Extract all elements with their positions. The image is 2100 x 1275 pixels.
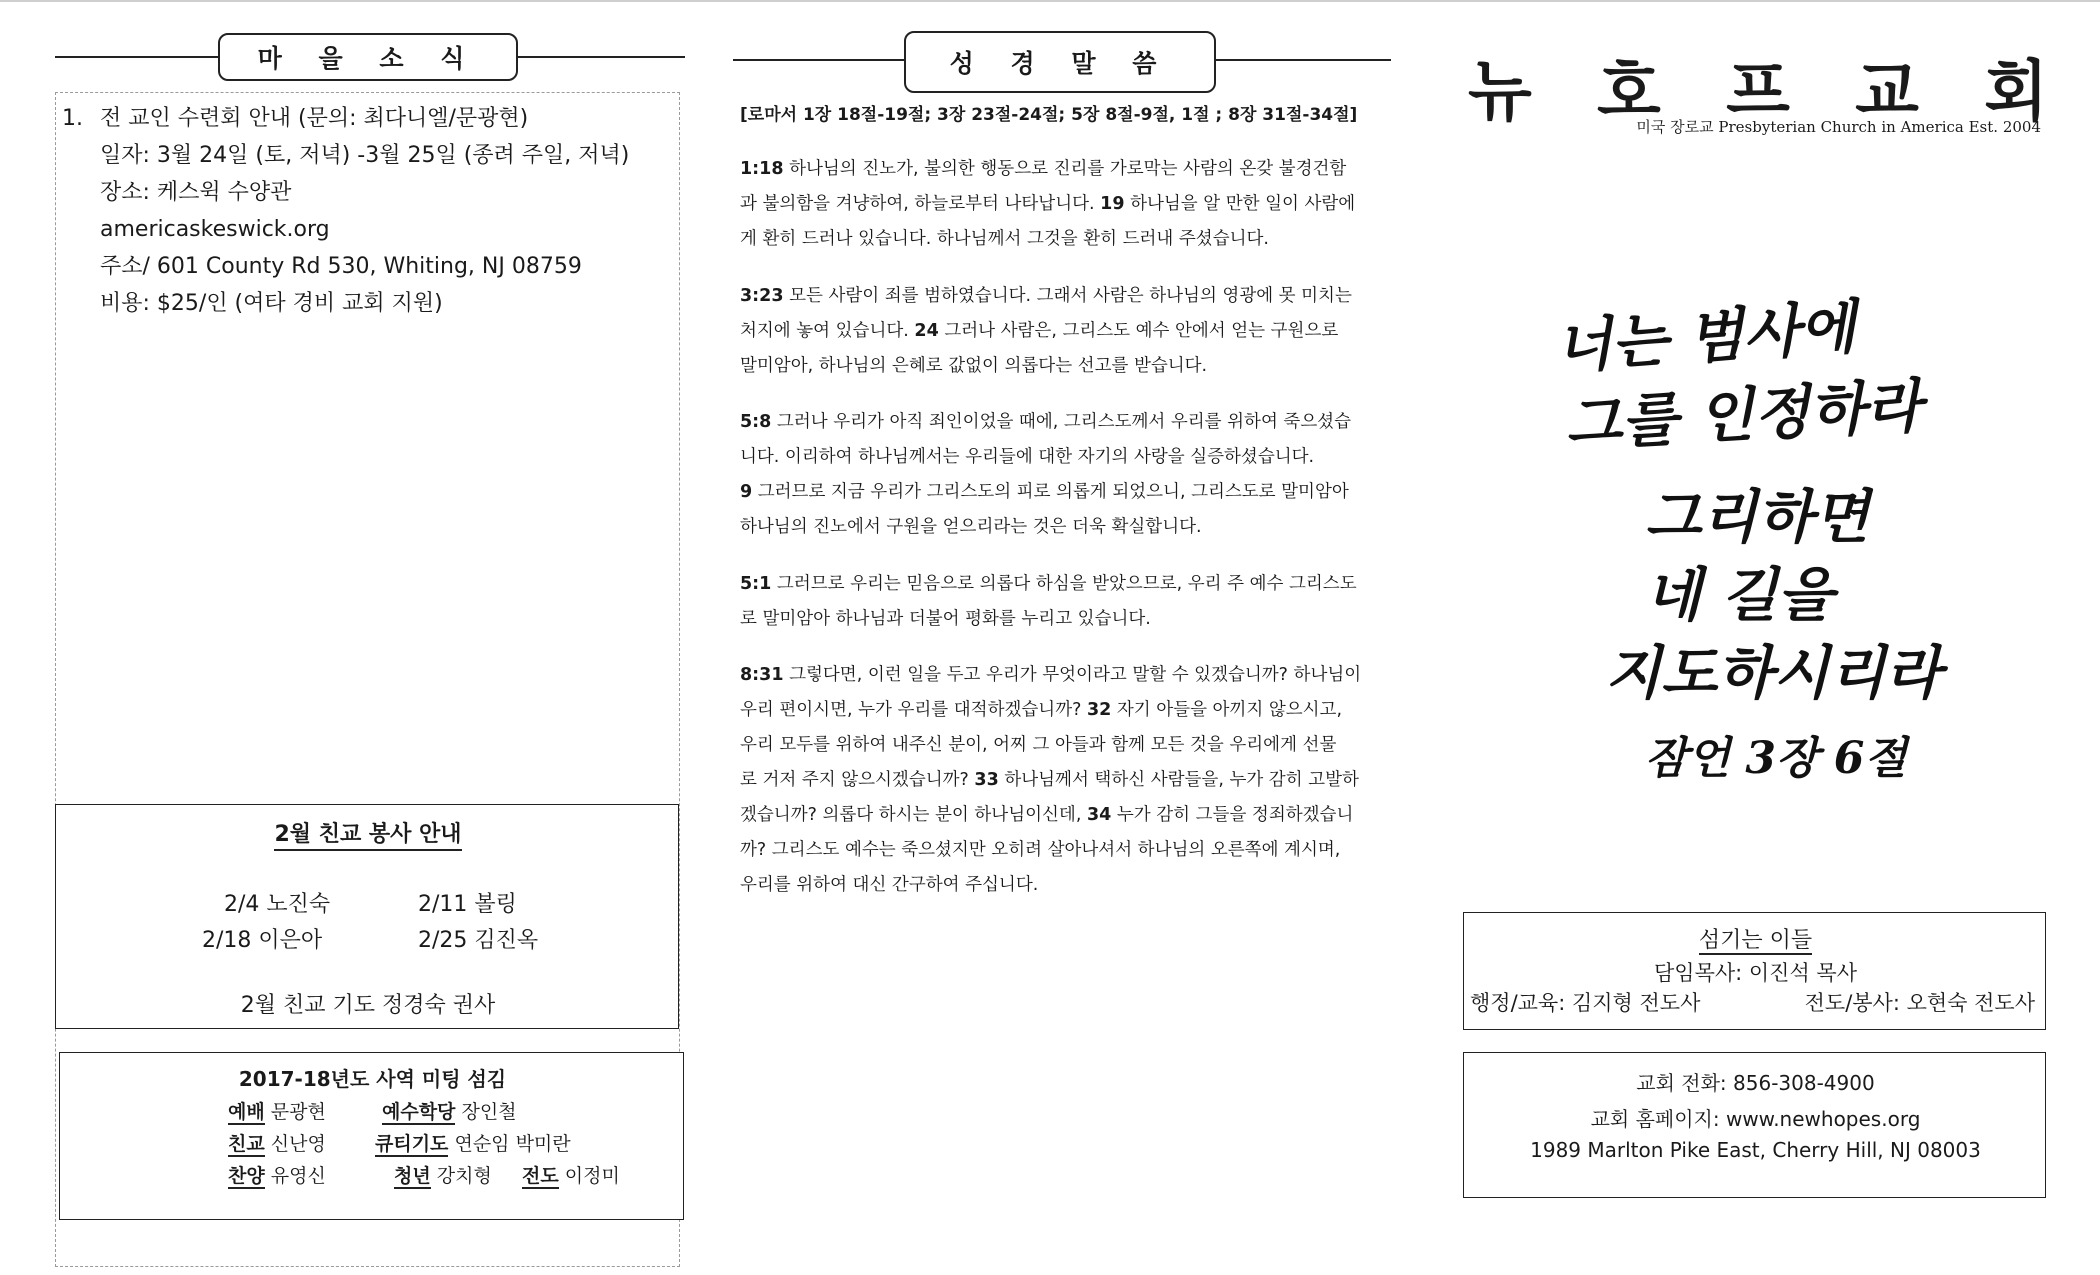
feb-entry: 2/18 이은아 xyxy=(202,928,323,953)
verse-text: 로 거저 주지 않으시겠습니까? xyxy=(740,770,975,790)
verse-text: 우리 편이시면, 누가 우리를 대적하겠습니까? xyxy=(740,700,1087,720)
ministry-role: 친교 신난영 xyxy=(228,1133,326,1155)
verse-text: 말미암아, 하나님의 은혜로 값없이 의롭다는 선고를 받습니다. xyxy=(740,356,1208,376)
church-name-char: 교 xyxy=(1855,53,1919,130)
feb-entry: 2/4 노진숙 xyxy=(224,892,331,917)
calligraphy-line: 잠언 3장 6절 xyxy=(1645,733,1907,784)
retreat-website: americaskeswick.org xyxy=(100,217,330,242)
verse-text: 겠습니까? 의롭다 하시는 분이 하나님이신데, xyxy=(740,805,1087,825)
retreat-address: 주소/ 601 County Rd 530, Whiting, NJ 08759 xyxy=(100,254,582,279)
verse-number: 32 xyxy=(1086,700,1112,720)
verse-text: 우리 모두를 위하여 내주신 분이, 어찌 그 아들과 함께 모든 것을 우리에게 선물 xyxy=(740,735,1337,755)
scripture-reference: [로마서 1장 18절-19절; 3장 23절-24절; 5장 8절-9절, 1절 ; 8장 31절-34절] xyxy=(740,105,1358,125)
ministry-role: 전도 이정미 xyxy=(522,1165,620,1187)
verse-text: 그러나 사람은, 그리스도 예수 안에서 얻는 구원으로 xyxy=(938,321,1339,341)
calligraphy-line: 네 길을 xyxy=(1645,561,1834,629)
contact-box xyxy=(1463,1052,2046,1198)
verse-text: 그러므로 우리는 믿음으로 의롭다 하심을 받았으므로, 우리 주 예수 그리스도 xyxy=(771,574,1357,594)
calligraphy-verse xyxy=(1545,290,2005,810)
verse-number: 8:31 xyxy=(740,665,784,685)
verse-number: 24 xyxy=(914,321,939,341)
passage-romans-5-1 xyxy=(740,567,1390,637)
verse-text: 로 말미암아 하나님과 더불어 평화를 누리고 있습니다. xyxy=(740,609,1151,629)
verse-text: 하나님의 진노가, 불의한 행동으로 진리를 가로막는 사람의 온갖 불경건함 xyxy=(783,159,1347,179)
ministry-meeting-title: 2017-18년도 사역 미팅 섬김 xyxy=(238,1067,507,1091)
verse-number: 34 xyxy=(1086,805,1112,825)
verse-number: 1:18 xyxy=(740,159,784,179)
calligraphy-line: 너는 범사에 xyxy=(1553,292,1858,382)
calligraphy-line: 그리하면 xyxy=(1645,483,1870,551)
verse-line xyxy=(740,475,1390,510)
passage-romans-8-31 xyxy=(740,658,1390,903)
church-subtitle: 미국 장로교 Presbyterian Church in America Est. 2004 xyxy=(1636,118,2041,136)
servant-admin: 행정/교육: 김지형 전도사 xyxy=(1470,991,1701,1015)
scripture-heading: 성 경 말 씀 xyxy=(904,31,1216,93)
passage-romans-5-8 xyxy=(740,405,1390,545)
church-homepage: 교회 홈페이지: www.newhopes.org xyxy=(1590,1107,1921,1131)
church-name-char: 뉴 xyxy=(1468,53,1532,130)
church-phone: 교회 전화: 856-308-4900 xyxy=(1636,1071,1875,1095)
verse-text: 하나님의 진노에서 구원을 얻으리라는 것은 더욱 확실합니다. xyxy=(740,517,1202,537)
passage-romans-3-23 xyxy=(740,279,1390,384)
ministry-role: 예배 문광현 xyxy=(228,1101,326,1123)
verse-line xyxy=(740,152,1390,187)
feb-fellowship-title: 2월 친교 봉사 안내 xyxy=(56,817,680,848)
verse-number: 33 xyxy=(974,770,999,790)
verse-line xyxy=(740,658,1390,693)
servant-evangelism: 전도/봉사: 오현숙 전도사 xyxy=(1804,991,2035,1015)
servants-title: 섬기는 이들 xyxy=(1698,928,1813,953)
verse-line xyxy=(740,279,1390,314)
verse-line xyxy=(740,868,1390,903)
verse-number: 5:8 xyxy=(740,412,772,432)
verse-number: 3:23 xyxy=(740,286,784,306)
verse-text: 그러므로 지금 우리가 그리스도의 피로 의롭게 되었으니, 그리스도로 말미암아 xyxy=(752,482,1349,502)
retreat-title: 전 교인 수련회 안내 (문의: 최다니엘/문광현) xyxy=(100,106,529,131)
retreat-cost: 비용: $25/인 (여타 경비 교회 지원) xyxy=(100,291,443,316)
ministry-role: 청년 강치형 xyxy=(394,1165,492,1187)
servant-pastor: 담임목사: 이진석 목사 xyxy=(1654,961,1857,985)
news-item-number: 1. xyxy=(62,106,83,131)
verse-line xyxy=(740,405,1390,440)
verse-line xyxy=(740,602,1390,637)
retreat-place: 장소: 케스윅 수양관 xyxy=(100,180,292,205)
ministry-meeting-box xyxy=(59,1052,684,1220)
verse-line xyxy=(740,440,1390,475)
church-name-char: 프 xyxy=(1726,53,1790,130)
news-heading: 마 을 소 식 xyxy=(218,33,518,81)
verse-number: 9 xyxy=(740,482,753,502)
verse-text: 하나님을 알 만한 일이 사람에 xyxy=(1124,194,1356,214)
verse-line xyxy=(740,222,1390,257)
verse-line xyxy=(740,798,1390,833)
verse-text: 우리를 위하여 대신 간구하여 주십니다. xyxy=(740,875,1039,895)
verse-line xyxy=(740,510,1390,545)
verse-text: 그러나 우리가 아직 죄인이었을 때에, 그리스도께서 우리를 위하여 죽으셨습 xyxy=(771,412,1352,432)
top-border xyxy=(0,0,2100,2)
verse-text: 처지에 놓여 있습니다. xyxy=(740,321,915,341)
calligraphy-line: 그를 인정하라 xyxy=(1563,371,1924,459)
church-name-char: 회 xyxy=(1984,53,2048,130)
feb-entry: 2/11 볼링 xyxy=(418,892,517,917)
verse-text: 니다. 이리하여 하나님께서는 우리들에 대한 자기의 사랑을 실증하셨습니다. xyxy=(740,447,1315,467)
retreat-date: 일자: 3월 24일 (토, 저녁) -3월 25일 (종려 주일, 저녁) xyxy=(100,143,630,168)
ministry-role: 찬양 유영신 xyxy=(228,1165,326,1187)
verse-line xyxy=(740,693,1390,728)
verse-text: 과 불의함을 겨냥하여, 하늘로부터 나타납니다. xyxy=(740,194,1101,214)
verse-line xyxy=(740,567,1390,602)
church-name-char: 호 xyxy=(1597,53,1661,130)
verse-text: 까? 그리스도 예수는 죽으셨지만 오히려 살아나셔서 하나님의 오른쪽에 계시며, xyxy=(740,840,1341,860)
verse-text: 자기 아들을 아끼지 않으시고, xyxy=(1111,700,1343,720)
feb-entry: 2/25 김진옥 xyxy=(418,928,539,953)
verse-number: 19 xyxy=(1100,194,1125,214)
feb-fellowship-box xyxy=(55,804,679,1029)
verse-text: 하나님께서 택하신 사람들을, 누가 감히 고발하 xyxy=(998,770,1359,790)
verse-line xyxy=(740,314,1390,349)
verse-line xyxy=(740,187,1390,222)
church-address: 1989 Marlton Pike East, Cherry Hill, NJ 08003 xyxy=(1530,1138,1981,1162)
verse-line xyxy=(740,349,1390,384)
verse-line xyxy=(740,728,1390,763)
ministry-role: 예수학당 장인철 xyxy=(382,1101,517,1123)
ministry-role: 큐티기도 연순임 박미란 xyxy=(375,1133,571,1155)
verse-line xyxy=(740,833,1390,868)
calligraphy-line: 지도하시리라 xyxy=(1605,639,1942,707)
passage-romans-1-18 xyxy=(740,152,1390,257)
verse-number: 5:1 xyxy=(740,574,772,594)
verse-text: 모든 사람이 죄를 범하였습니다. 그래서 사람은 하나님의 영광에 못 미치는 xyxy=(783,286,1352,306)
verse-text: 게 환히 드러나 있습니다. 하나님께서 그것을 환히 드러내 주셨습니다. xyxy=(740,229,1269,249)
feb-prayer-line: 2월 친교 기도 정경숙 권사 xyxy=(240,993,496,1018)
verse-text: 누가 감히 그들을 정죄하겠습니 xyxy=(1111,805,1354,825)
verse-line xyxy=(740,763,1390,798)
verse-text: 그렇다면, 이런 일을 두고 우리가 무엇이라고 말할 수 있겠습니까? 하나님이 xyxy=(783,665,1362,685)
servants-box xyxy=(1463,912,2046,1030)
